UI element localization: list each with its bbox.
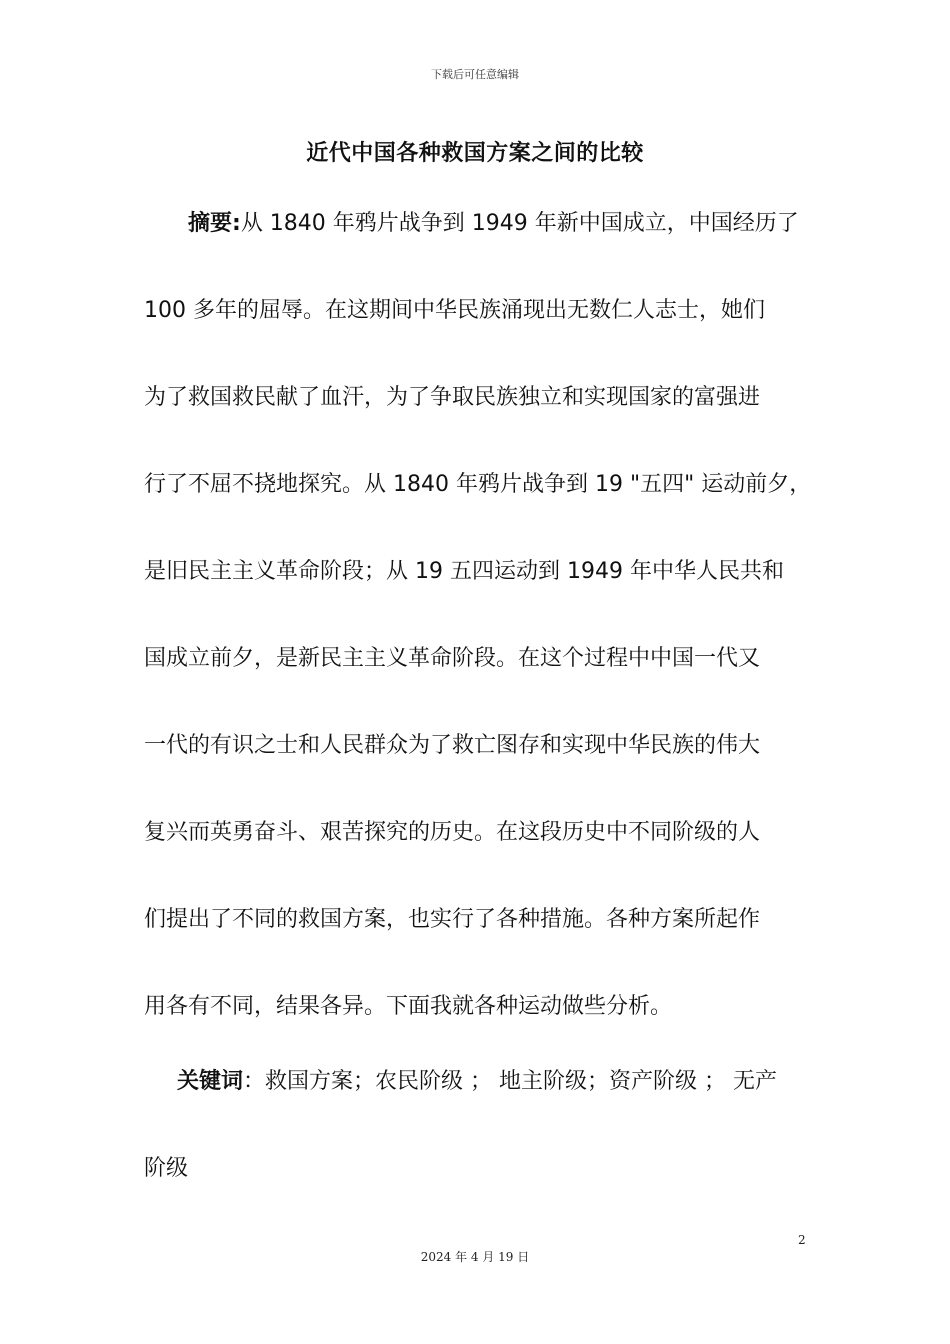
abstract-line: 们提出了不同的救国方案，也实行了各种措施。各种方案所起作 (144, 907, 761, 932)
abstract-line (144, 180, 808, 267)
keywords-paragraph (144, 1038, 808, 1212)
keywords-line (144, 1038, 808, 1125)
abstract-line: 复兴而英勇奋斗、艰苦探究的历史。在这段历史中不同阶级的人 (144, 820, 761, 845)
abstract-line-text: 从 1840 年鸦片战争到 1949 年新中国成立，中国经历了 (240, 211, 799, 236)
abstract-line: 100 多年的屈辱。在这期间中华民族涌现出无数仁人志士，她们 (144, 298, 765, 323)
abstract-line: 行了不屈不挠地探究。从 1840 年鸦片战争到 19 "五四" 运动前夕， (144, 472, 812, 497)
keywords-line-text: ：救国方案；农民阶级 ； 地主阶级；资产阶级 ； 无产 (243, 1069, 777, 1094)
document-title: 近代中国各种救国方案之间的比较 (306, 141, 644, 166)
page-number: 2 (798, 1233, 806, 1247)
abstract-line: 用各有不同，结果各异。下面我就各种运动做些分析。 (144, 994, 673, 1019)
keywords-line: 阶级 (144, 1156, 189, 1181)
abstract-line: 国成立前夕，是新民主主义革命阶段。在这个过程中中国一代又 (144, 646, 761, 671)
abstract-line: 一代的有识之士和人民群众为了救亡图存和实现中华民族的伟大 (144, 733, 761, 758)
keywords-label: 关键词 (177, 1069, 244, 1094)
abstract-paragraph (144, 180, 812, 1050)
footer-date: 2024 年 4 月 19 日 (420, 1250, 530, 1264)
abstract-line: 为了救国救民献了血汗，为了争取民族独立和实现国家的富强进 (144, 385, 761, 410)
header-note: 下载后可任意编辑 (431, 68, 519, 81)
abstract-label: 摘要: (188, 211, 241, 236)
abstract-line: 是旧民主主义革命阶段；从 19 五四运动到 1949 年中华人民共和 (144, 559, 784, 584)
